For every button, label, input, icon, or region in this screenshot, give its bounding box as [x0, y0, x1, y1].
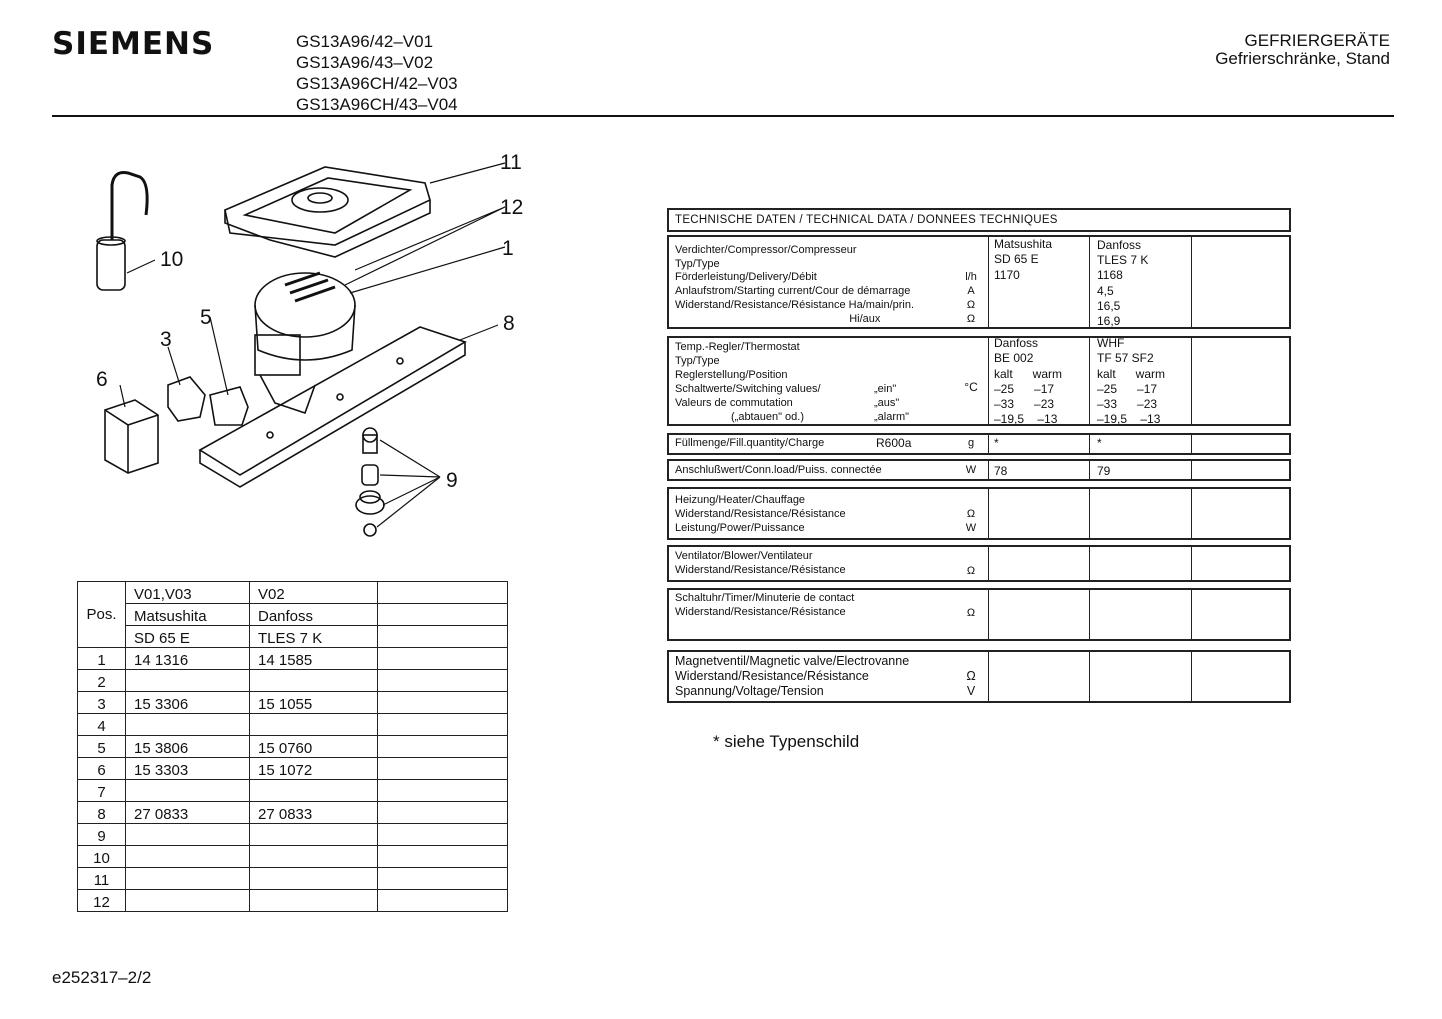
type-cell: TLES 7 K	[250, 626, 378, 648]
blower-label: Widerstand/Resistance/Résistance	[675, 564, 846, 576]
table-row	[78, 626, 508, 648]
type-plate-note: * siehe Typenschild	[713, 732, 860, 751]
callout-3: 3	[160, 328, 172, 351]
compressor-value: 4,5	[1097, 284, 1114, 298]
thermostat-value: –19,5 –13	[994, 412, 1058, 426]
blower-label: Ventilator/Blower/Ventilateur	[675, 550, 813, 562]
pos-cell: 4	[78, 714, 126, 736]
part-number-cell	[378, 802, 508, 824]
table-row	[78, 780, 508, 802]
model-number: GS13A96CH/43–V04	[296, 95, 458, 114]
drip-tray-drawing	[225, 167, 430, 257]
capacitor-drawing	[97, 173, 147, 291]
compressor-label: Anlaufstrom/Starting current/Cour de démarrage	[675, 285, 911, 297]
parts-table	[77, 581, 508, 912]
compressor-label: Typ/Type	[675, 258, 720, 270]
valve-label: Spannung/Voltage/Tension	[675, 684, 824, 698]
thermostat-value: –33 –23	[1097, 397, 1158, 411]
thermostat-value: –25 –17	[1097, 382, 1158, 396]
thermostat-label: Typ/Type	[675, 355, 720, 367]
charge-label: Füllmenge/Fill.quantity/Charge	[675, 437, 825, 449]
part-number-cell: 15 1072	[250, 758, 378, 780]
part-number-cell	[250, 890, 378, 912]
load-label: Anschlußwert/Conn.load/Puiss. connectée	[675, 464, 882, 476]
part-number-cell: 27 0833	[126, 802, 250, 824]
heater-label: Widerstand/Resistance/Résistance	[675, 508, 846, 520]
unit-label: l/h	[965, 271, 977, 283]
thermostat-value: Danfoss	[994, 336, 1039, 350]
thermostat-value: kalt warm	[994, 367, 1063, 381]
part-number-cell: 15 3806	[126, 736, 250, 758]
compressor-value: SD 65 E	[994, 252, 1039, 266]
switch-state-label: „alarm"	[874, 411, 910, 423]
valve-label: Magnetventil/Magnetic valve/Electrovanne	[675, 654, 910, 668]
callout-12: 12	[500, 196, 524, 219]
thermostat-label: Temp.-Regler/Thermostat	[675, 341, 800, 353]
part-number-cell: 27 0833	[250, 802, 378, 824]
part-number-cell	[378, 846, 508, 868]
thermostat-label: Reglerstellung/Position	[675, 369, 788, 381]
type-cell: SD 65 E	[126, 626, 250, 648]
unit-label: Ω	[966, 313, 976, 325]
unit-label: W	[965, 464, 977, 476]
unit-label: A	[967, 285, 975, 297]
part-number-cell	[126, 846, 250, 868]
compressor-label: Widerstand/Resistance/Résistance Ha/main/prin.	[675, 299, 915, 311]
part-number-cell	[250, 846, 378, 868]
unit-label: g	[967, 437, 975, 449]
unit-label: Ω	[966, 565, 976, 577]
table-row	[78, 714, 508, 736]
table-row	[78, 736, 508, 758]
compressor-value: 16,5	[1097, 299, 1121, 313]
compressor-block	[667, 235, 1291, 329]
variant-cell: V01,V03	[126, 582, 250, 604]
part-number-cell	[250, 780, 378, 802]
category-title: GEFRIERGERÄTE	[1244, 31, 1390, 50]
compressor-label: Hi/aux	[675, 313, 881, 325]
part-number-cell	[126, 670, 250, 692]
tech-data-title: TECHNISCHE DATEN / TECHNICAL DATA / DONNEES TECHNIQUES	[667, 208, 1291, 232]
compressor-label: Verdichter/Compressor/Compresseur	[675, 244, 857, 256]
pos-cell: 11	[78, 868, 126, 890]
table-row	[78, 802, 508, 824]
table-row	[78, 824, 508, 846]
thermostat-label: Valeurs de commutation	[675, 397, 793, 409]
type-cell	[378, 626, 508, 648]
exploded-parts-diagram	[80, 145, 540, 550]
model-number: GS13A96/43–V02	[296, 53, 434, 72]
part-number-cell	[250, 670, 378, 692]
part-number-cell	[126, 890, 250, 912]
part-number-cell	[378, 692, 508, 714]
heater-label: Leistung/Power/Puissance	[675, 522, 805, 534]
part-number-cell	[378, 670, 508, 692]
thermostat-label: Schaltwerte/Switching values/	[675, 383, 821, 395]
part-number-cell	[250, 868, 378, 890]
variant-cell	[378, 582, 508, 604]
unit-label: W	[965, 522, 977, 534]
compressor-value: Danfoss	[1097, 238, 1142, 252]
part-number-cell: 15 3303	[126, 758, 250, 780]
part-number-cell	[250, 714, 378, 736]
part-number-cell	[126, 780, 250, 802]
part-number-cell: 15 0760	[250, 736, 378, 758]
compressor-label: Förderleistung/Delivery/Débit	[675, 271, 817, 283]
unit-label: °C	[964, 380, 978, 394]
part-number-cell	[378, 780, 508, 802]
valve-block	[667, 650, 1291, 703]
pos-cell: 12	[78, 890, 126, 912]
model-number: GS13A96CH/42–V03	[296, 74, 458, 93]
part-number-cell: 14 1316	[126, 648, 250, 670]
part-number-cell: 15 1055	[250, 692, 378, 714]
part-number-cell	[126, 824, 250, 846]
unit-label: V	[966, 684, 976, 698]
compressor-value: TLES 7 K	[1097, 253, 1149, 267]
table-row	[78, 648, 508, 670]
table-row	[78, 692, 508, 714]
timer-label: Schaltuhr/Timer/Minuterie de contact	[675, 592, 855, 604]
pos-cell: 8	[78, 802, 126, 824]
charge-row	[667, 433, 1291, 455]
pos-cell: 5	[78, 736, 126, 758]
maker-cell: Danfoss	[250, 604, 378, 626]
thermostat-value: kalt warm	[1097, 367, 1166, 381]
table-row	[78, 890, 508, 912]
category-subtitle: Gefrierschränke, Stand	[1215, 49, 1390, 68]
part-number-cell: 15 3306	[126, 692, 250, 714]
part-number-cell	[378, 868, 508, 890]
pos-cell: 10	[78, 846, 126, 868]
callout-10: 10	[160, 248, 184, 271]
terminal-cover-drawing	[105, 400, 158, 473]
valve-label: Widerstand/Resistance/Résistance	[675, 669, 869, 683]
part-number-cell	[378, 758, 508, 780]
part-number-cell	[378, 890, 508, 912]
thermostat-block	[667, 336, 1291, 426]
part-number-cell	[126, 714, 250, 736]
protector-drawing	[210, 387, 248, 425]
pos-cell: 2	[78, 670, 126, 692]
thermostat-value: –25 –17	[994, 382, 1055, 396]
part-number-cell	[378, 736, 508, 758]
table-row	[78, 670, 508, 692]
part-number-cell	[378, 824, 508, 846]
thermostat-value: TF 57 SF2	[1097, 351, 1154, 365]
charge-value: *	[1097, 436, 1102, 450]
table-row	[78, 604, 508, 626]
callout-6: 6	[96, 368, 108, 391]
unit-label: Ω	[966, 669, 976, 683]
load-value: 78	[994, 464, 1008, 478]
thermostat-value: –33 –23	[994, 397, 1055, 411]
table-row	[78, 758, 508, 780]
timer-label: Widerstand/Resistance/Résistance	[675, 606, 846, 618]
model-number: GS13A96/42–V01	[296, 32, 434, 51]
pos-cell: 3	[78, 692, 126, 714]
part-number-cell	[378, 648, 508, 670]
part-number-cell	[126, 868, 250, 890]
pos-cell: 1	[78, 648, 126, 670]
part-number-cell	[250, 824, 378, 846]
table-row	[78, 582, 508, 604]
thermostat-value: –19,5 –13	[1097, 412, 1161, 426]
brand-logo: SIEMENS	[52, 26, 215, 62]
part-number-cell: 14 1585	[250, 648, 378, 670]
part-number-cell	[378, 714, 508, 736]
maker-cell	[378, 604, 508, 626]
thermostat-label: („abtauen" od.)	[731, 411, 805, 423]
load-value: 79	[1097, 464, 1111, 478]
callout-5: 5	[200, 306, 212, 329]
header-divider	[52, 115, 1394, 117]
unit-label: Ω	[966, 299, 976, 311]
compressor-value: 1168	[1097, 268, 1123, 282]
thermostat-value: WHF	[1097, 336, 1125, 350]
document-code: e252317–2/2	[52, 968, 152, 987]
unit-label: Ω	[966, 607, 976, 619]
refrigerant-value: R600a	[876, 436, 912, 450]
heater-label: Heizung/Heater/Chauffage	[675, 494, 806, 506]
blower-block	[667, 545, 1291, 582]
heater-block	[667, 487, 1291, 540]
compressor-value: 1170	[994, 268, 1020, 282]
charge-value: *	[994, 436, 999, 450]
callout-1: 1	[502, 237, 514, 260]
relay-drawing	[168, 377, 205, 421]
compressor-value: Matsushita	[994, 237, 1053, 251]
thermostat-value: BE 002	[994, 351, 1034, 365]
pos-cell: 6	[78, 758, 126, 780]
load-row	[667, 459, 1291, 481]
pos-cell: 7	[78, 780, 126, 802]
table-row	[78, 846, 508, 868]
compressor-value: 16,9	[1097, 314, 1121, 328]
maker-cell: Matsushita	[126, 604, 250, 626]
mounting-rail-drawing	[200, 327, 465, 487]
switch-state-label: „aus"	[874, 397, 900, 409]
callout-8: 8	[503, 312, 515, 335]
timer-block	[667, 588, 1291, 641]
pos-header: Pos.	[78, 582, 126, 648]
unit-label: Ω	[966, 508, 976, 520]
variant-cell: V02	[250, 582, 378, 604]
grommet-set-drawing	[356, 428, 384, 536]
callout-11: 11	[500, 151, 522, 174]
pos-cell: 9	[78, 824, 126, 846]
table-row	[78, 868, 508, 890]
callout-9: 9	[446, 469, 458, 492]
switch-state-label: „ein"	[874, 383, 897, 395]
